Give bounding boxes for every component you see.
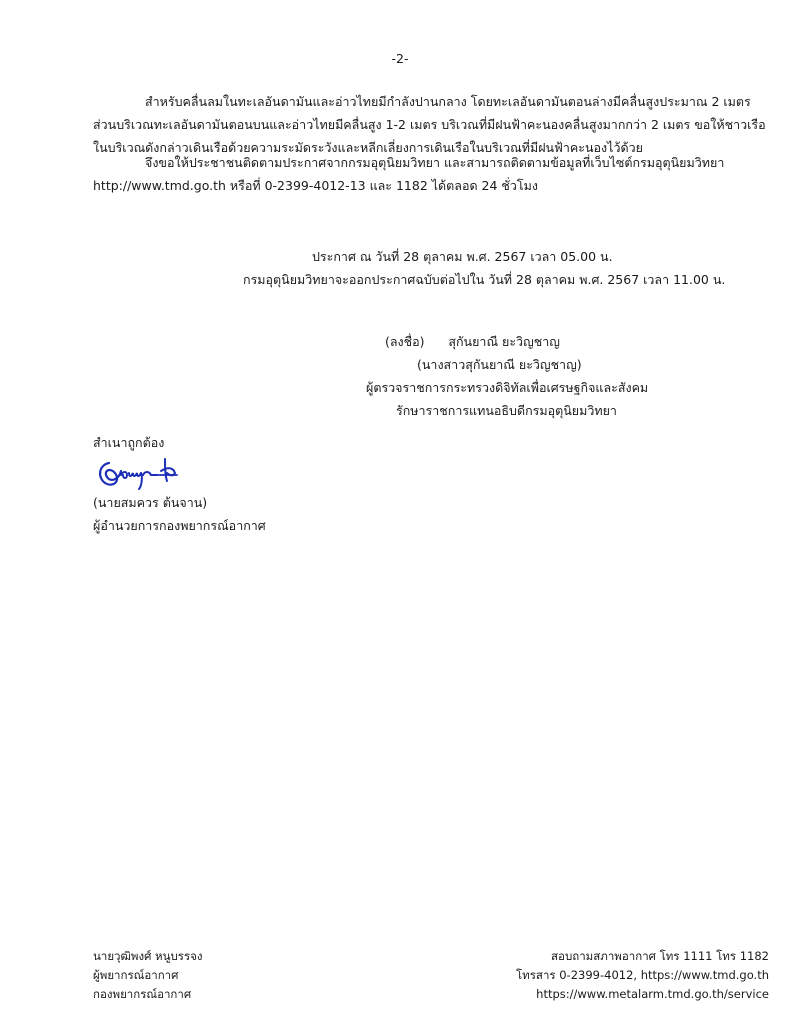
footer-forecaster-division: กองพยากรณ์อากาศ [93,987,192,1001]
footer-forecaster-title: ผู้พยากรณ์อากาศ [93,968,179,982]
signed-prefix: (ลงชื่อ) [385,334,425,349]
footer-contact-phone: สอบถามสภาพอากาศ โทร 1111 โทร 1182 [551,949,769,963]
paragraph-line: ส่วนบริเวณทะเลอันดามันตอนบนและอ่าวไทยมีคลื่นสูง 1-2 เมตร บริเวณที่มีฝนฟ้าคะนองคลื่นสูงมากกว่า 2 เมตร ขอให้ชาวเรือ [93,117,766,132]
paragraph-line: สำหรับคลื่นลมในทะเลอันดามันและอ่าวไทยมีกำลังปานกลาง โดยทะเลอันดามันตอนล่างมีคลื่นสูงประมาณ 2 เมตร [145,94,751,109]
paragraph-line: http://www.tmd.go.th หรือที่ 0-2399-4012-13 และ 1182 ได้ตลอด 24 ชั่วโมง [93,178,538,193]
announcement-next: กรมอุตุนิยมวิทยาจะออกประกาศฉบับต่อไปใน วันที่ 28 ตุลาคม พ.ศ. 2567 เวลา 11.00 น. [243,272,726,287]
paragraph-line: จึงขอให้ประชาชนติดตามประกาศจากกรมอุตุนิยมวิทยา และสามารถติดตามข้อมูลที่เว็บไซต์กรมอุตุนิยมวิทยา [145,155,725,170]
paragraph-wave-conditions [93,90,766,159]
footer-contact [516,947,769,1004]
certifier-position: ผู้อำนวยการกองพยากรณ์อากาศ [93,518,266,533]
certifier-name: (นายสมควร ต้นจาน) [93,495,208,510]
footer-contact-link[interactable]: https://www.metalarm.tmd.go.th/service [536,987,769,1001]
page-number: -2- [391,51,409,66]
certified-copy-label-block [93,432,164,454]
announcement-issued: ประกาศ ณ วันที่ 28 ตุลาคม พ.ศ. 2567 เวลา 05.00 น. [312,249,613,264]
signatory-acting-position: รักษาราชการแทนอธิบดีกรมอุตุนิยมวิทยา [396,403,617,418]
handwritten-signature [95,453,180,491]
signed-line [0,330,800,353]
footer-contact-fax: โทรสาร 0-2399-4012, https://www.tmd.go.th [516,968,769,982]
certified-copy-signer [93,491,266,537]
announcement-block [0,245,800,291]
paragraph-line: ในบริเวณดังกล่าวเดินเรือด้วยความระมัดระวังและหลีกเลี่ยงการเดินเรือในบริเวณที่มีฝนฟ้าคะนองไว้ด้วย [93,140,643,155]
certified-copy-label: สำเนาถูกต้อง [93,435,165,450]
signatory-position: ผู้ตรวจราชการกระทรวงดิจิทัลเพื่อเศรษฐกิจและสังคม [366,380,649,395]
footer-forecaster-name: นายวุฒิพงศ์ หนูบรรจง [93,949,203,963]
footer-forecaster [93,947,203,1004]
signatory-block [0,330,800,422]
signed-name: สุกันยาณี ยะวิญชาญ [448,334,560,349]
signatory-full-name: (นางสาวสุกันยาณี ยะวิญชาญ) [417,357,582,372]
paragraph-follow-announcements [93,151,725,197]
